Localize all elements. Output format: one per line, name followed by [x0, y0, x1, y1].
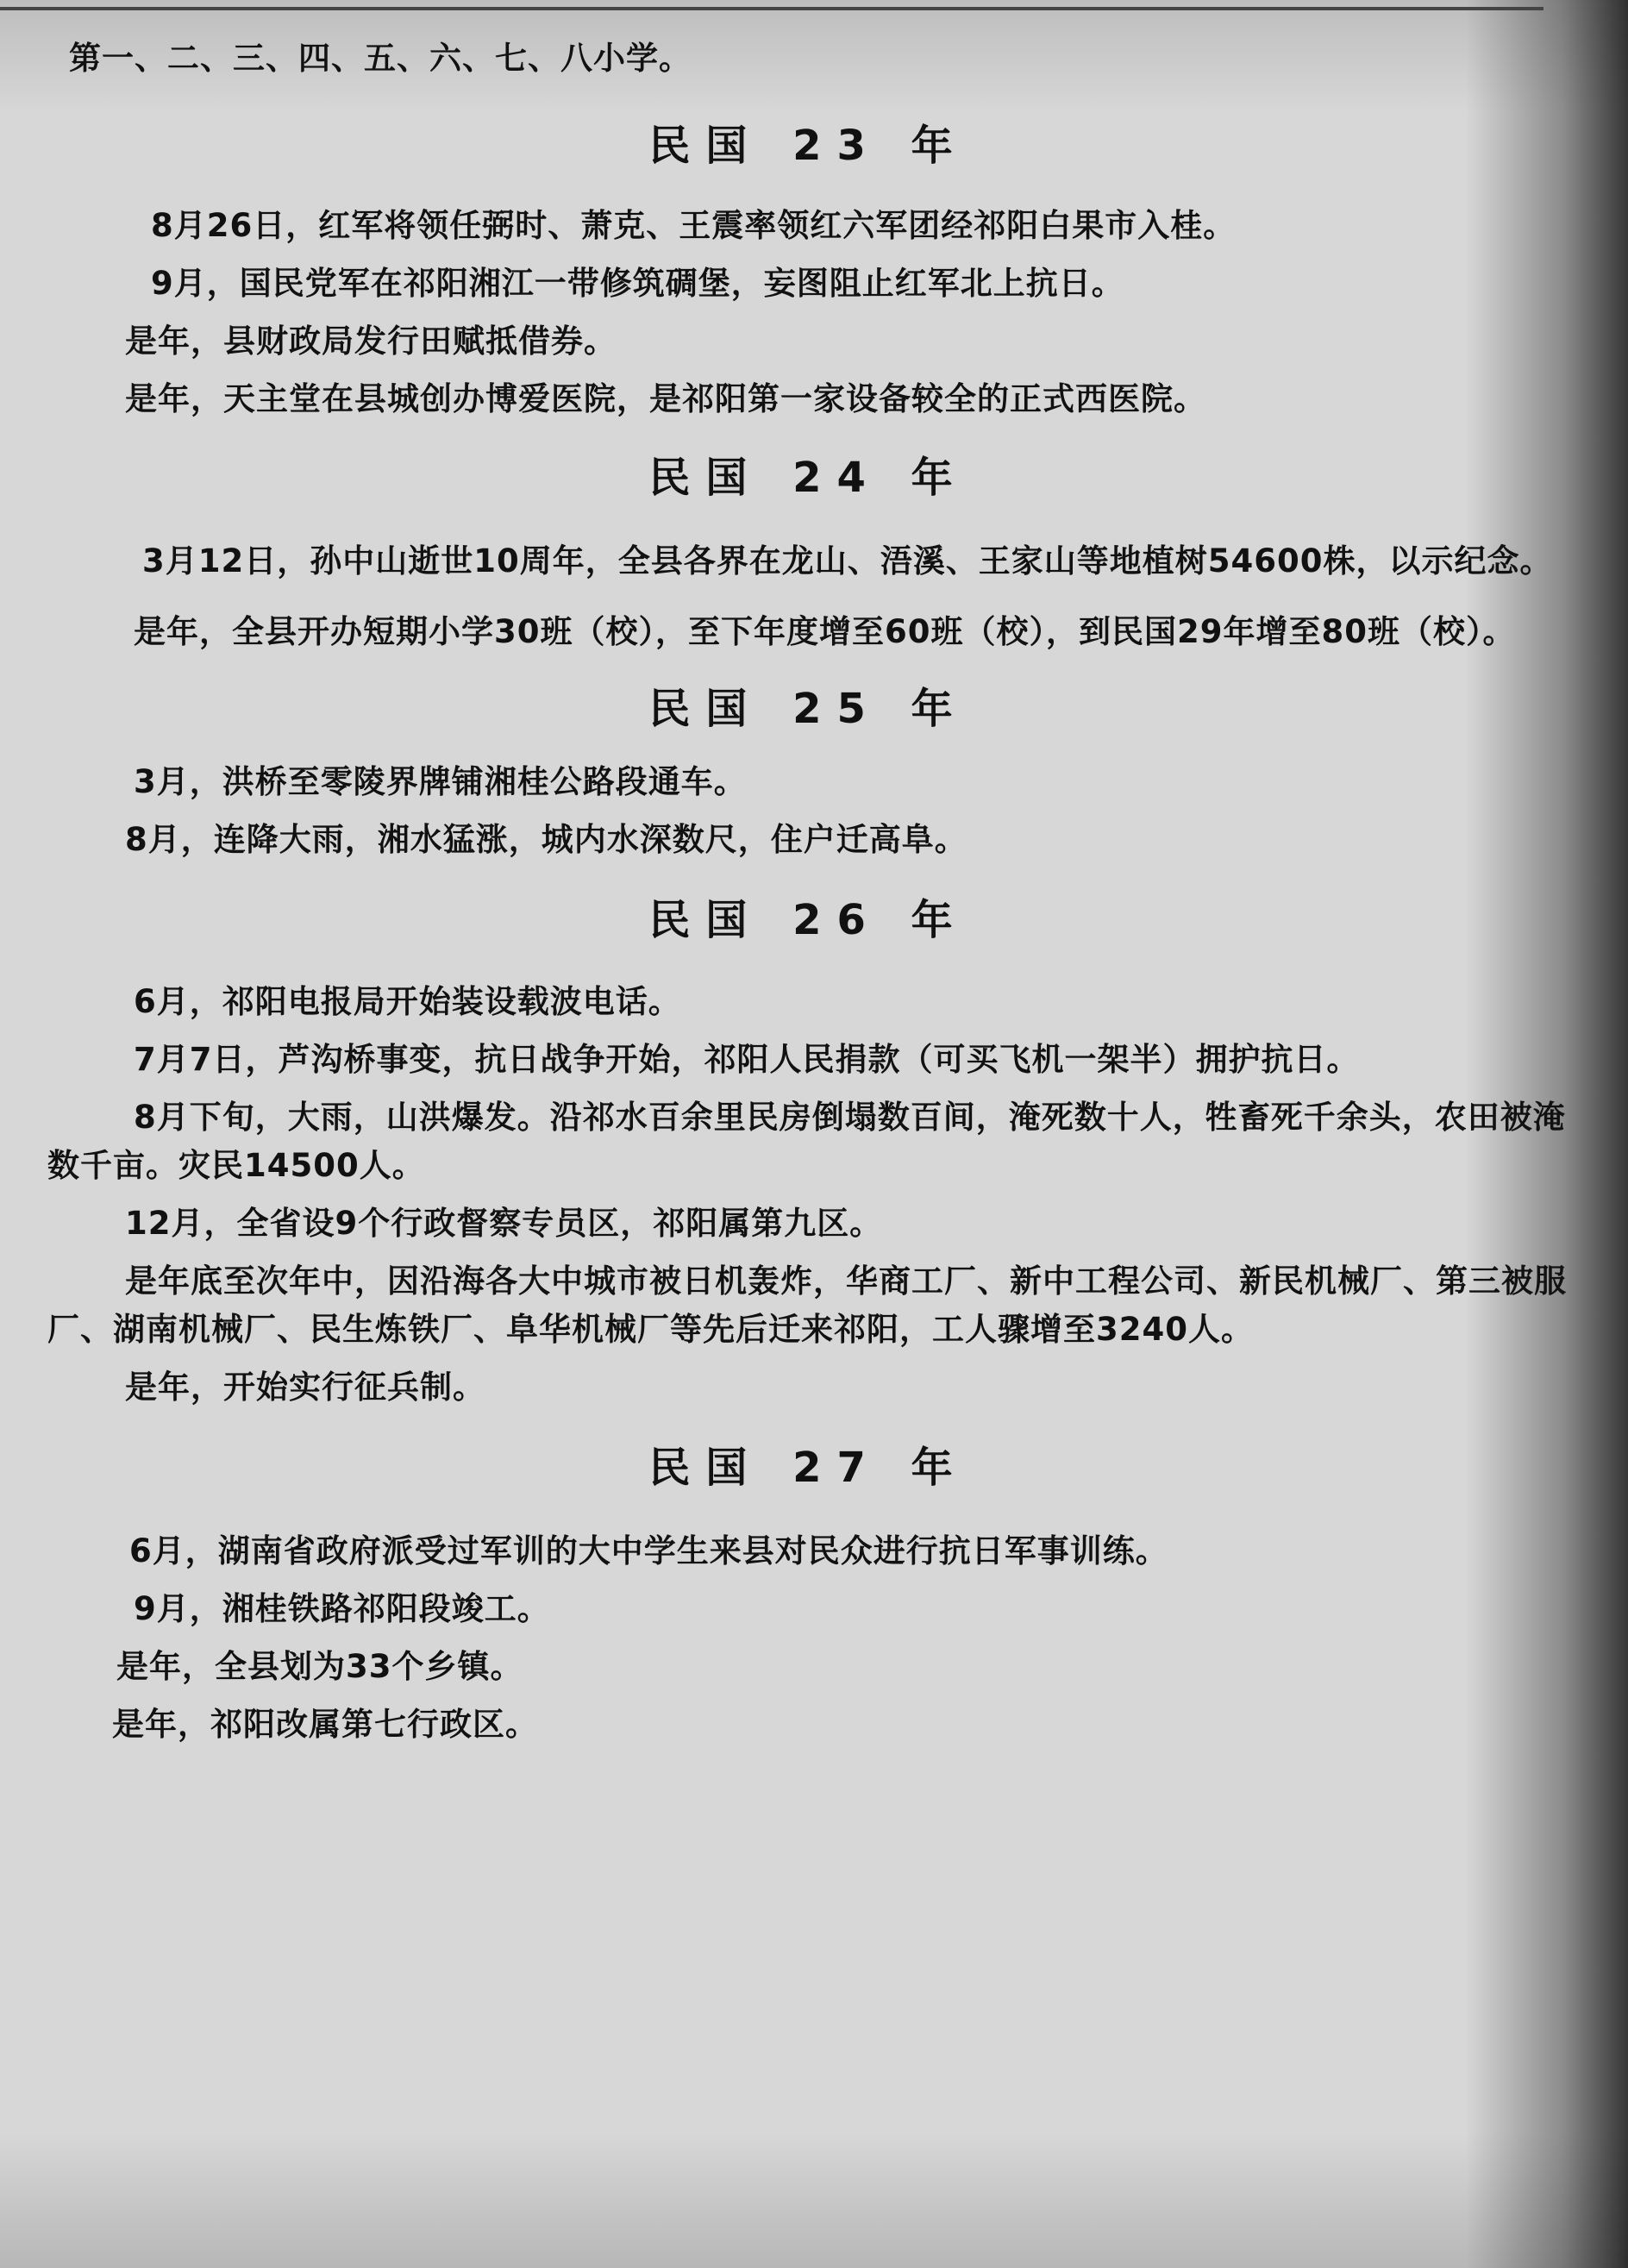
entry: 6月，湖南省政府派受过军训的大中学生来县对民众进行抗日军事训练。 — [129, 1532, 1168, 1569]
section-heading: 民国 24 年 — [648, 454, 968, 502]
content-column — [47, 34, 1569, 1758]
section-minguo-25 — [47, 679, 1569, 864]
entry: 是年，全县划为33个乡镇。 — [116, 1648, 523, 1685]
section-minguo-23 — [47, 116, 1569, 423]
section-minguo-27 — [47, 1438, 1569, 1749]
entry: 6月，祁阳电报局开始装设载波电话。 — [134, 983, 681, 1020]
section-minguo-24 — [47, 448, 1569, 656]
entry: 3月12日，孙中山逝世10周年，全县各界在龙山、浯溪、王家山等地植树54600株，以示纪念。 — [142, 542, 1553, 580]
section-heading: 民国 27 年 — [648, 1444, 968, 1492]
entry: 9月，国民党军在祁阳湘江一带修筑碉堡，妄图阻止红军北上抗日。 — [151, 265, 1124, 302]
entry: 8月，连降大雨，湘水猛涨，城内水深数尺，住户迁高阜。 — [125, 821, 967, 858]
entry: 7月7日，芦沟桥事变，抗日战争开始，祁阳人民捐款（可买飞机一架半）拥护抗日。 — [134, 1041, 1360, 1078]
top-rule — [0, 7, 1543, 10]
entry: 8月26日，红军将领任弼时、萧克、王震率领红六军团经祁阳白果市入桂。 — [151, 207, 1237, 244]
entry: 是年底至次年中，因沿海各大中城市被日机轰炸，华商工厂、新中工程公司、新民机械厂、第三被服厂、湖南机械厂、民生炼铁厂、阜华机械厂等先后迁来祁阳，工人骤增至3240人。 — [47, 1262, 1567, 1348]
entry: 12月，全省设9个行政督察专员区，祁阳属第九区。 — [125, 1205, 883, 1242]
entry: 3月，洪桥至零陵界牌铺湘桂公路段通车。 — [134, 763, 747, 800]
entry: 8月下旬，大雨，山洪爆发。沿祁水百余里民房倒塌数百间，淹死数十人，牲畜死千余头，农田被淹数千亩。灾民14500人。 — [47, 1099, 1566, 1184]
entry: 是年，开始实行征兵制。 — [125, 1369, 485, 1406]
entry: 是年，祁阳改属第七行政区。 — [112, 1706, 538, 1743]
entry: 是年，天主堂在县城创办博爱医院，是祁阳第一家设备较全的正式西医院。 — [125, 380, 1206, 417]
entry: 是年，全县开办短期小学30班（校），至下年度增至60班（校），到民国29年增至80班（校）。 — [134, 613, 1516, 650]
intro-line: 第一、二、三、四、五、六、七、八小学。 — [69, 40, 692, 77]
section-heading: 民国 25 年 — [648, 685, 968, 733]
section-heading: 民国 26 年 — [648, 896, 968, 944]
entry: 9月，湘桂铁路祁阳段竣工。 — [134, 1590, 550, 1627]
section-heading: 民国 23 年 — [648, 122, 968, 170]
section-minguo-26 — [47, 890, 1569, 1412]
entry: 是年，县财政局发行田赋抵借券。 — [125, 323, 617, 360]
